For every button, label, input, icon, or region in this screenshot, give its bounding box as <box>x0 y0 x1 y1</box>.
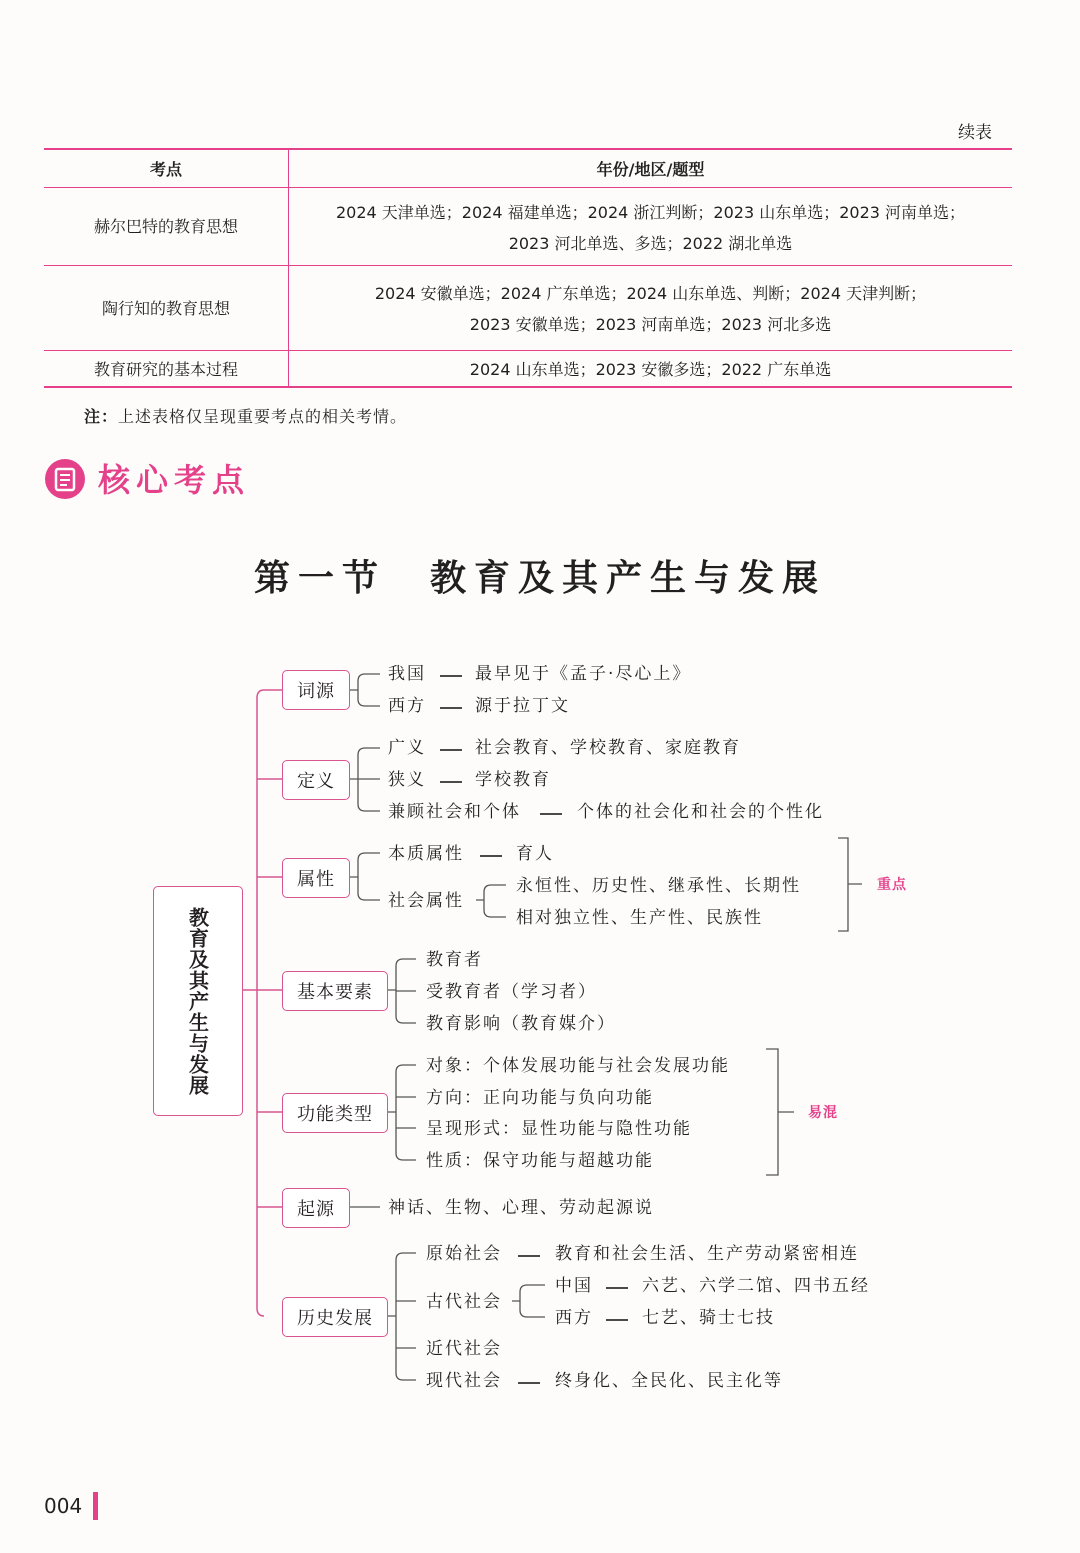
table-cell-years: 2023 安徽单选；2023 河南单选；2023 河北多选 <box>469 315 832 334</box>
etymology-key: 西方 <box>388 696 426 716</box>
etymology-value: 最早见于《孟子·尽心上》 <box>475 664 692 684</box>
mindmap-root: 教育及其产生与发展 <box>153 886 243 1116</box>
connector-dash <box>440 675 462 677</box>
elements-item: 教育者 <box>426 950 483 970</box>
key-point-tag: 重点 <box>877 877 907 893</box>
origin-value: 神话、生物、心理、劳动起源说 <box>388 1198 654 1218</box>
definition-value: 个体的社会化和社会的个性化 <box>577 802 824 822</box>
history-ancient-key: 古代社会 <box>426 1292 502 1312</box>
chapter-title: 第一节 教育及其产生与发展 <box>253 558 826 599</box>
note-label: 注： <box>84 407 119 426</box>
connector-dash <box>518 1255 540 1257</box>
connector-dash <box>606 1319 628 1321</box>
attribute-social-value: 相对独立性、生产性、民族性 <box>516 908 763 928</box>
continued-table-label: 续表 <box>958 123 992 143</box>
table-header-years: 年份/地区/题型 <box>596 160 705 179</box>
connector-dash <box>440 707 462 709</box>
connector-dash <box>440 781 462 783</box>
branch-attribute: 属性 <box>282 858 350 898</box>
table-cell-topic: 教育研究的基本过程 <box>93 360 238 379</box>
functions-item: 对象：个体发展功能与社会发展功能 <box>426 1056 730 1076</box>
table-cell-topic: 赫尔巴特的教育思想 <box>93 217 238 236</box>
table-cell-years: 2024 安徽单选；2024 广东单选；2024 山东单选、判断；2024 天津判断； <box>374 284 927 303</box>
definition-value: 学校教育 <box>475 770 551 790</box>
history-ancient-sub-value: 六艺、六学二馆、四书五经 <box>642 1276 870 1296</box>
table-cell-years: 2023 河北单选、多选；2022 湖北单选 <box>508 234 793 253</box>
definition-key: 狭义 <box>388 770 426 790</box>
history-contemporary-key: 现代社会 <box>426 1371 502 1391</box>
connector-dash <box>606 1287 628 1289</box>
branch-elements: 基本要素 <box>282 971 388 1011</box>
elements-item: 教育影响（教育媒介） <box>426 1014 616 1034</box>
functions-item: 性质：保守功能与超越功能 <box>426 1151 654 1171</box>
attribute-social-value: 永恒性、历史性、继承性、长期性 <box>516 876 801 896</box>
history-contemporary-value: 终身化、全民化、民主化等 <box>555 1371 783 1391</box>
definition-key: 兼顾社会和个体 <box>388 802 521 822</box>
table-cell-years: 2024 山东单选；2023 安徽多选；2022 广东单选 <box>469 360 832 379</box>
connector-dash <box>518 1382 540 1384</box>
page-number-bar <box>93 1492 98 1520</box>
history-ancient-sub-key: 西方 <box>555 1308 593 1328</box>
section-header: 核心考点 <box>98 461 251 499</box>
branch-functions: 功能类型 <box>282 1093 388 1133</box>
functions-item: 呈现形式：显性功能与隐性功能 <box>426 1119 692 1139</box>
table-header-topic: 考点 <box>149 160 182 179</box>
confusable-tag: 易混 <box>808 1105 838 1121</box>
functions-item: 方向：正向功能与负向功能 <box>426 1088 654 1108</box>
page-number: 004 <box>44 1494 83 1518</box>
connector-dash <box>540 813 562 815</box>
history-primitive-value: 教育和社会生活、生产劳动紧密相连 <box>555 1244 859 1264</box>
history-primitive-key: 原始社会 <box>426 1244 502 1264</box>
connector-dash <box>480 855 502 857</box>
definition-value: 社会教育、学校教育、家庭教育 <box>475 738 741 758</box>
table-cell-years: 2024 天津单选；2024 福建单选；2024 浙江判断；2023 山东单选；2023 河南单选； <box>335 203 966 222</box>
attribute-essential-value: 育人 <box>516 844 554 864</box>
etymology-key: 我国 <box>388 664 426 684</box>
table-cell-topic: 陶行知的教育思想 <box>101 299 230 318</box>
history-ancient-sub-value: 七艺、骑士七技 <box>642 1308 775 1328</box>
history-modern-key: 近代社会 <box>426 1339 502 1359</box>
branch-origin: 起源 <box>282 1188 350 1228</box>
definition-key: 广义 <box>388 738 426 758</box>
branch-history: 历史发展 <box>282 1297 388 1337</box>
history-ancient-sub-key: 中国 <box>555 1276 593 1296</box>
connector-dash <box>440 749 462 751</box>
attribute-social-key: 社会属性 <box>388 891 464 911</box>
elements-item: 受教育者（学习者） <box>426 982 597 1002</box>
etymology-value: 源于拉丁文 <box>475 696 570 716</box>
note-text: 上述表格仅呈现重要考点的相关考情。 <box>118 407 408 426</box>
branch-definition: 定义 <box>282 760 350 800</box>
branch-etymology: 词源 <box>282 670 350 710</box>
attribute-essential-key: 本质属性 <box>388 844 464 864</box>
